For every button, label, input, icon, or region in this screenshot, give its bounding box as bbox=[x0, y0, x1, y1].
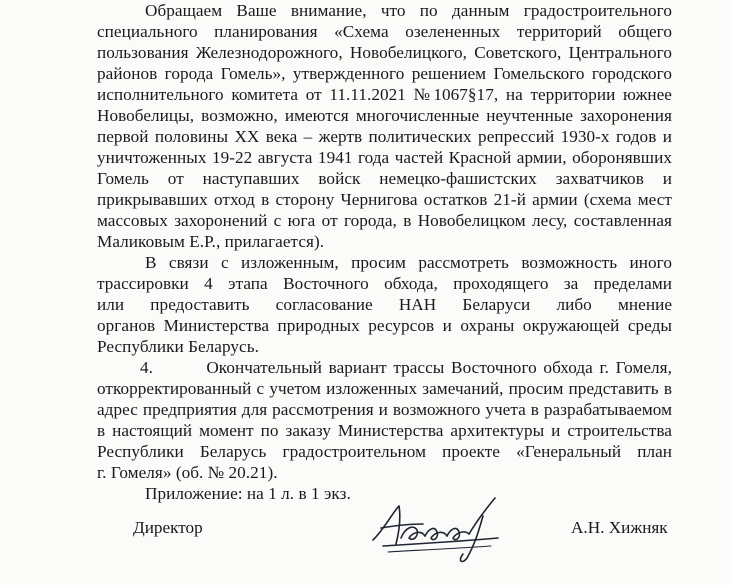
text-line: прикрывавших отход в сторону Чернигова остатков 21-й армии (схема мест bbox=[97, 190, 672, 209]
text-line: Республики Беларусь. bbox=[97, 337, 259, 356]
attachment-line: Приложение: на 1 л. в 1 экз. bbox=[145, 484, 351, 503]
text-line: пользования Железнодорожного, Новобелицкого, Советского, Центрального bbox=[97, 43, 672, 62]
text-line: адрес предприятия для рассмотрения и возможного учета в разрабатываемом bbox=[97, 400, 672, 419]
text-line: массовых захоронений с юга от города, в Новобелицком лесу, составленная bbox=[97, 211, 672, 230]
text-line: откорректированный с учетом изложенных замечаний, просим представить в bbox=[97, 379, 672, 398]
signatory-name: А.Н. Хижняк bbox=[571, 518, 668, 537]
text-line: в настоящий момент по заказу Министерства архитектуры и строительства bbox=[97, 421, 672, 440]
text-line: В связи с изложенным, просим рассмотреть возможность иного bbox=[145, 253, 672, 272]
text-line: Обращаем Ваше внимание, что по данным градостроительного bbox=[145, 1, 672, 20]
text-line: г. Гомеля» (об. № 20.21). bbox=[97, 463, 278, 482]
text-line: уничтоженных 19-22 августа 1941 года частей Красной армии, оборонявших bbox=[97, 148, 672, 167]
text-line: Республики Беларусь градостроительном проекте «Генеральный план bbox=[97, 442, 672, 461]
text-line: или предоставить согласование НАН Беларуси либо мнение bbox=[97, 295, 672, 314]
numbered-item-line: 4. Окончательный вариант трассы Восточного обхода г. Гомеля, bbox=[140, 358, 672, 377]
text-line: Маликовым Е.Р., прилагается). bbox=[97, 232, 325, 251]
handwritten-signature bbox=[363, 488, 513, 568]
text-line: первой половины XX века – жертв политических репрессий 1930-х годов и bbox=[97, 127, 672, 146]
text-line: трассировки 4 этапа Восточного обхода, проходящего за пределами bbox=[97, 274, 672, 293]
text-line: органов Министерства природных ресурсов и охраны окружающей среды bbox=[97, 316, 672, 335]
signatory-title: Директор bbox=[133, 518, 203, 537]
text-line: Новобелицы, возможно, имеются многочисленные неучтенные захоронения bbox=[97, 106, 672, 125]
text-line: районов города Гомель», утвержденного решением Гомельского городского bbox=[97, 64, 672, 83]
text-line: Гомель от наступавших войск немецко-фашистских захватчиков и bbox=[97, 169, 672, 188]
text-line: исполнительного комитета от 11.11.2021 №1067§17, на территории южнее bbox=[97, 85, 672, 104]
text-line: специального планирования «Схема озелененных территорий общего bbox=[97, 22, 672, 41]
